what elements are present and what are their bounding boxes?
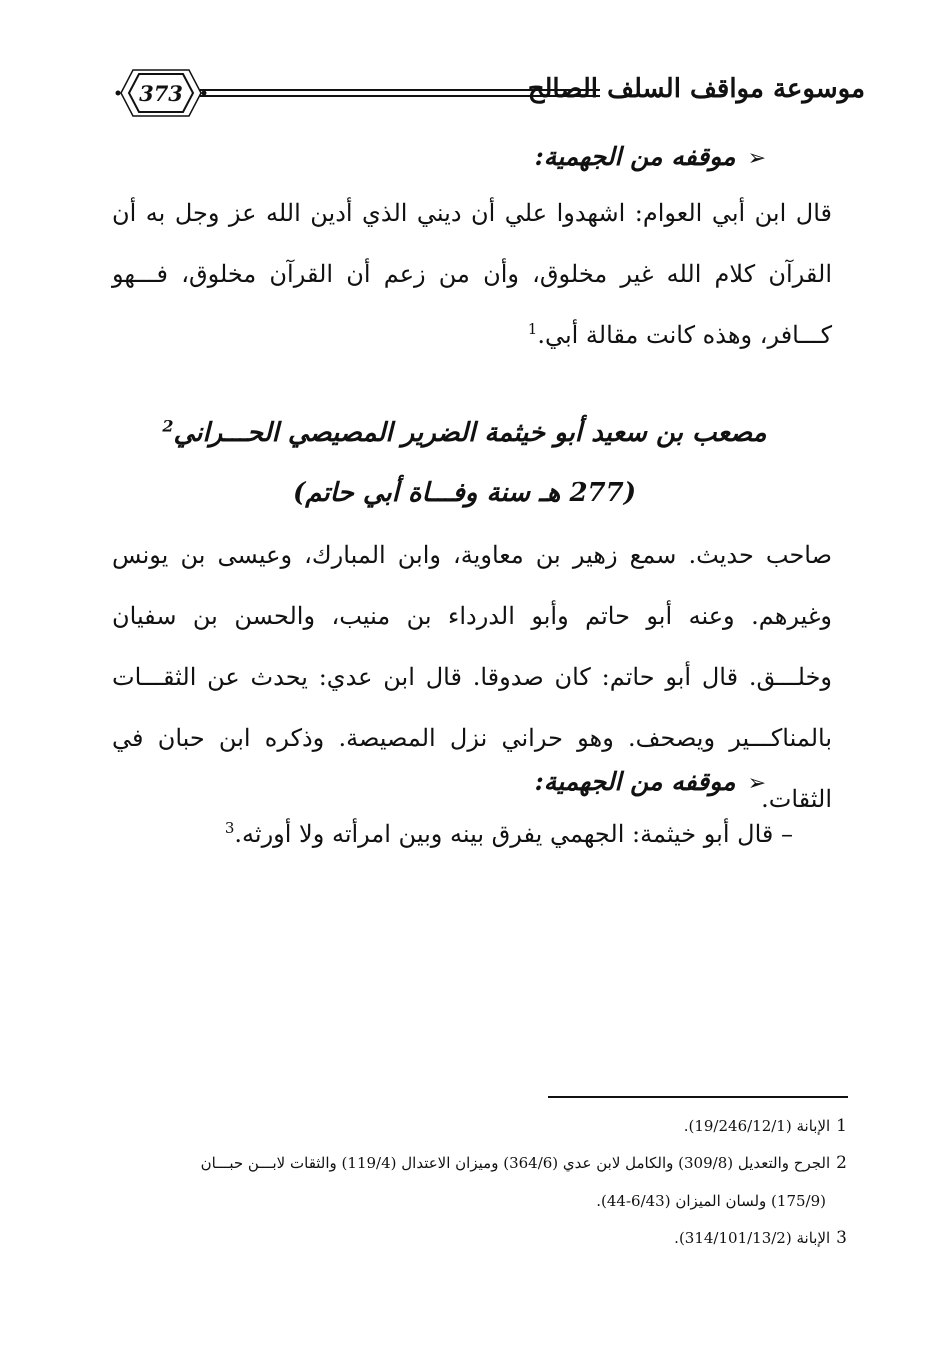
page-header — [115, 62, 865, 124]
footnote-item — [596, 1192, 826, 1210]
footnote-ref-3: 3 — [224, 819, 235, 837]
footnote-number: 3 — [836, 1228, 847, 1248]
section-heading-2 — [535, 767, 766, 796]
footnote-item — [674, 1228, 847, 1248]
book-title: موسوعة مواقف السلف الصالح — [527, 74, 865, 104]
quote-text: – قال أبو خيثمة: الجهمي يفرق بينه وبين امرأته ولا أورثه. — [234, 820, 793, 848]
paragraph-1-text: قال ابن أبي العوام: اشهدوا علي أن ديني الذي أدين الله عز وجل به أن القرآن كلام الله غير مخلوق، وأن من زعم أن القرآن مخلوق، فـــهو كـــافر، وهذه كانت مقالة أبي. — [112, 199, 832, 349]
section-heading-text: موقفه من الجهمية: — [534, 142, 736, 171]
page-number: 373 — [139, 80, 183, 106]
page-number-badge — [115, 68, 207, 118]
footnote-ref-2: 2 — [162, 416, 174, 436]
footnote-text: (175/9) ولسان الميزان (6/43-44). — [596, 1192, 826, 1210]
footnote-text: الإبانة (314/101/13/2). — [674, 1229, 831, 1247]
footnote-number: 1 — [836, 1116, 847, 1136]
section-heading-2-text: موقفه من الجهمية: — [534, 767, 736, 796]
biography-title-text: مصعب بن سعيد أبو خيثمة الضرير المصيصي الحـــراني — [173, 418, 767, 448]
footnote-ref-1: 1 — [527, 320, 538, 338]
arrow-bullet-icon: ➢ — [747, 771, 766, 796]
biography-subtitle-text: (277 هـ سنة وفـــاة أبي حاتم) — [292, 478, 637, 508]
footnote-number: 2 — [836, 1153, 847, 1173]
biography-title — [100, 418, 829, 448]
footnote-text: الجرح والتعديل (309/8) والكامل لابن عدي (364/6) وميزان الاعتدال (119/4) والثقات لابـــن حبـــان — [200, 1154, 831, 1172]
paragraph-1 — [112, 183, 832, 366]
footnote-text: الإبانة (19/246/12/1). — [683, 1117, 831, 1135]
paragraph-2-text: صاحب حديث. سمع زهير بن معاوية، وابن المبارك، وعيسى بن يونس وغيرهم. وعنه أبو حاتم وأبو الدرداء بن منيب، والحسن بن سفيان وخلـــق. قال أبو حاتم: كان صدوقا. قال ابن عدي: يحدث عن الثقـــات بالمناكـــير ويصحف. وهو حراني نزل المصيصة. وذكره ابن حبان في الثقات. — [112, 541, 833, 813]
footnote-item — [684, 1116, 847, 1136]
footnote-item — [201, 1153, 847, 1173]
quote-line — [225, 820, 793, 848]
section-heading — [535, 142, 766, 171]
footnote-rule — [548, 1096, 848, 1098]
biography-subtitle — [100, 478, 829, 508]
arrow-bullet-icon: ➢ — [747, 146, 766, 171]
